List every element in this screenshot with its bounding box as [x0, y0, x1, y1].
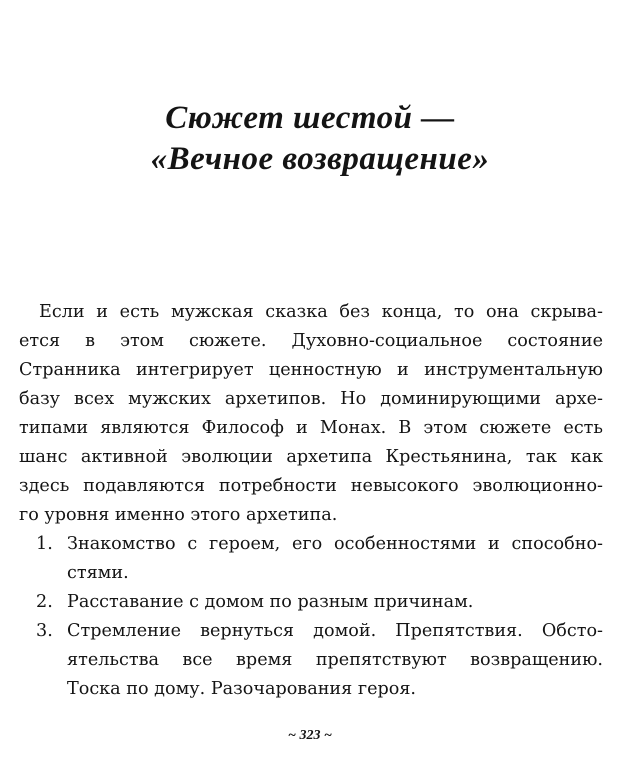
list-item-line: Знакомство с героем, его особенностями и способно- — [67, 534, 603, 554]
list-item-line: Стремление вернуться домой. Препятствия. Обсто- — [67, 621, 603, 641]
paragraph-line: Странника интегрирует ценностную и инструментальную — [19, 360, 603, 380]
page-number: ~ 323 ~ — [288, 728, 332, 743]
list-number: 2. — [36, 592, 53, 612]
chapter-heading-line-1: Сюжет шестой — — [165, 100, 455, 136]
chapter-body — [19, 298, 603, 704]
paragraph-line: го уровня именно этого архетипа. — [19, 505, 338, 525]
list-item-line: ятельства все время препятствуют возвращению. — [67, 650, 603, 670]
list-number: 1. — [36, 534, 53, 554]
plot-step-1 — [19, 530, 603, 588]
paragraph-line: здесь подавляются потребности невысокого эволюционно- — [19, 476, 603, 496]
paragraph-line: Если и есть мужская сказка без конца, то она скрыва- — [39, 302, 603, 322]
paragraph-line: базу всех мужских архетипов. Но доминирующими архе- — [19, 389, 603, 409]
intro-paragraph — [19, 298, 603, 530]
list-item-line: Расставание с домом по разным причинам. — [67, 592, 474, 612]
plot-step-2 — [19, 588, 603, 617]
paragraph-line: ется в этом сюжете. Духовно-социальное состояние — [19, 331, 603, 351]
paragraph-line: типами являются Философ и Монах. В этом сюжете есть — [19, 418, 603, 438]
chapter-heading-line-2: «Вечное возвращение» — [150, 141, 490, 177]
list-number: 3. — [36, 621, 53, 641]
paragraph-line: шанс активной эволюции архетипа Крестьянина, так как — [19, 447, 603, 467]
list-item-line: стями. — [67, 563, 129, 583]
list-item-line: Тоска по дому. Разочарования героя. — [67, 679, 417, 699]
chapter-heading — [0, 98, 620, 180]
plot-step-3 — [19, 617, 603, 704]
